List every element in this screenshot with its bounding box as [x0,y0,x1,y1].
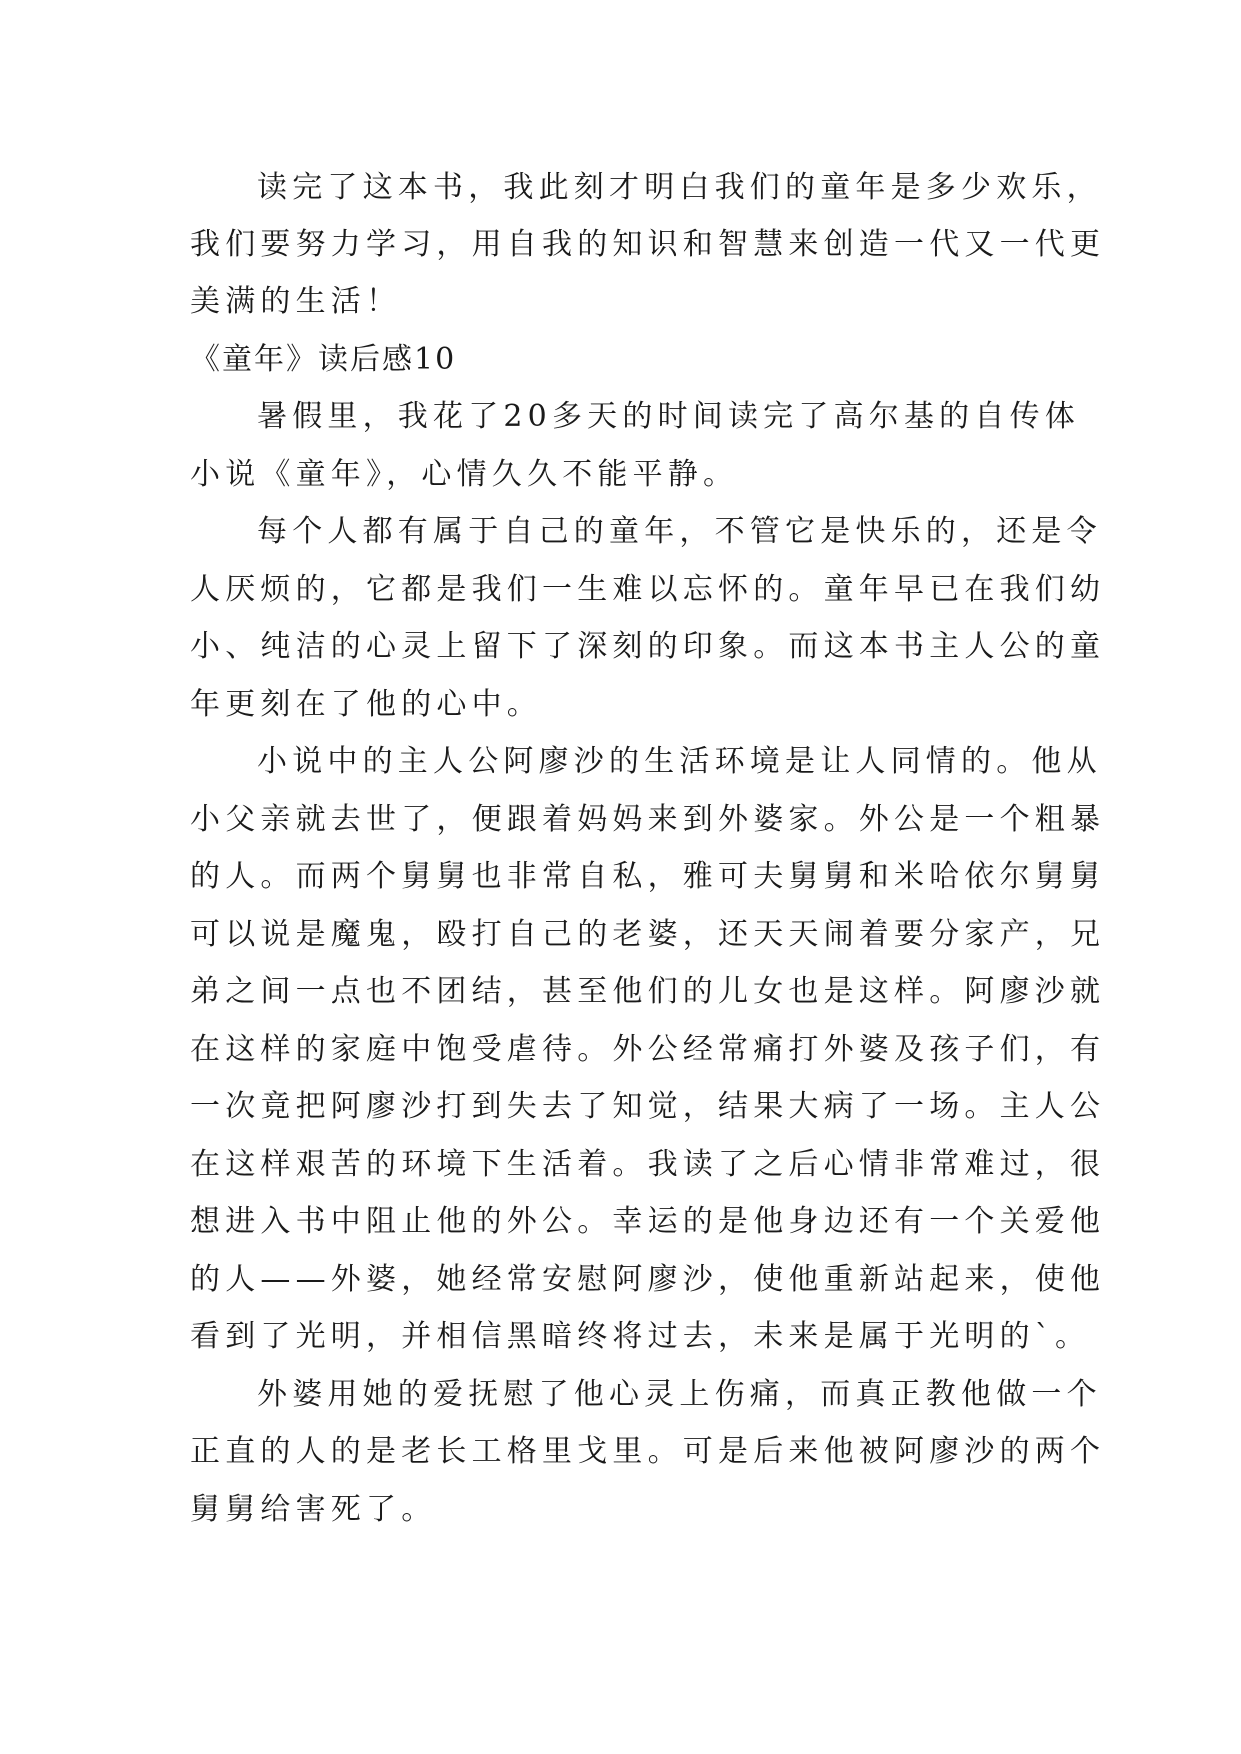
paragraph-line: 在这样艰苦的环境下生活着。我读了之后心情非常难过，很 [190,1147,1106,1182]
paragraph-line: 年更刻在了他的心中。 [190,687,542,722]
paragraph-line: 看到了光明，并相信黑暗终将过去，未来是属于光明的`。 [190,1319,1091,1354]
paragraph-line: 每个人都有属于自己的童年，不管它是快乐的，还是令 [257,514,1102,549]
paragraph-line: 可以说是魔鬼，殴打自己的老婆，还天天闹着要分家产，兄 [190,917,1106,952]
paragraph-line: 小说《童年》，心情久久不能平静。 [190,457,739,492]
section-heading: 《童年》读后感10 [190,342,457,377]
paragraph-line: 小父亲就去世了，便跟着妈妈来到外婆家。外公是一个粗暴 [190,802,1106,837]
paragraph-line: 暑假里，我花了20多天的时间读完了高尔基的自传体 [257,399,1080,434]
paragraph-line: 想进入书中阻止他的外公。幸运的是他身边还有一个关爱他 [190,1204,1106,1239]
paragraph-line: 一次竟把阿廖沙打到失去了知觉，结果大病了一场。主人公 [190,1089,1106,1124]
paragraph-line: 舅舅给害死了。 [190,1492,437,1527]
paragraph-line: 小、纯洁的心灵上留下了深刻的印象。而这本书主人公的童 [190,629,1106,664]
paragraph-line: 的人。而两个舅舅也非常自私，雅可夫舅舅和米哈依尔舅舅 [190,859,1106,894]
paragraph-line: 正直的人的是老长工格里戈里。可是后来他被阿廖沙的两个 [190,1434,1106,1469]
paragraph-line: 美满的生活！ [190,284,402,319]
paragraph-line: 外婆用她的爱抚慰了他心灵上伤痛，而真正教他做一个 [257,1377,1102,1412]
paragraph-line: 在这样的家庭中饱受虐待。外公经常痛打外婆及孩子们，有 [190,1032,1106,1067]
paragraph-line: 的人——外婆，她经常安慰阿廖沙，使他重新站起来，使他 [190,1262,1106,1297]
paragraph-line: 弟之间一点也不团结，甚至他们的儿女也是这样。阿廖沙就 [190,974,1106,1009]
paragraph-line: 小说中的主人公阿廖沙的生活环境是让人同情的。他从 [257,744,1102,779]
paragraph-line: 人厌烦的，它都是我们一生难以忘怀的。童年早已在我们幼 [190,572,1106,607]
paragraph-line: 读完了这本书，我此刻才明白我们的童年是多少欢乐， [257,170,1102,205]
paragraph-line: 我们要努力学习，用自我的知识和智慧来创造一代又一代更 [190,227,1106,262]
